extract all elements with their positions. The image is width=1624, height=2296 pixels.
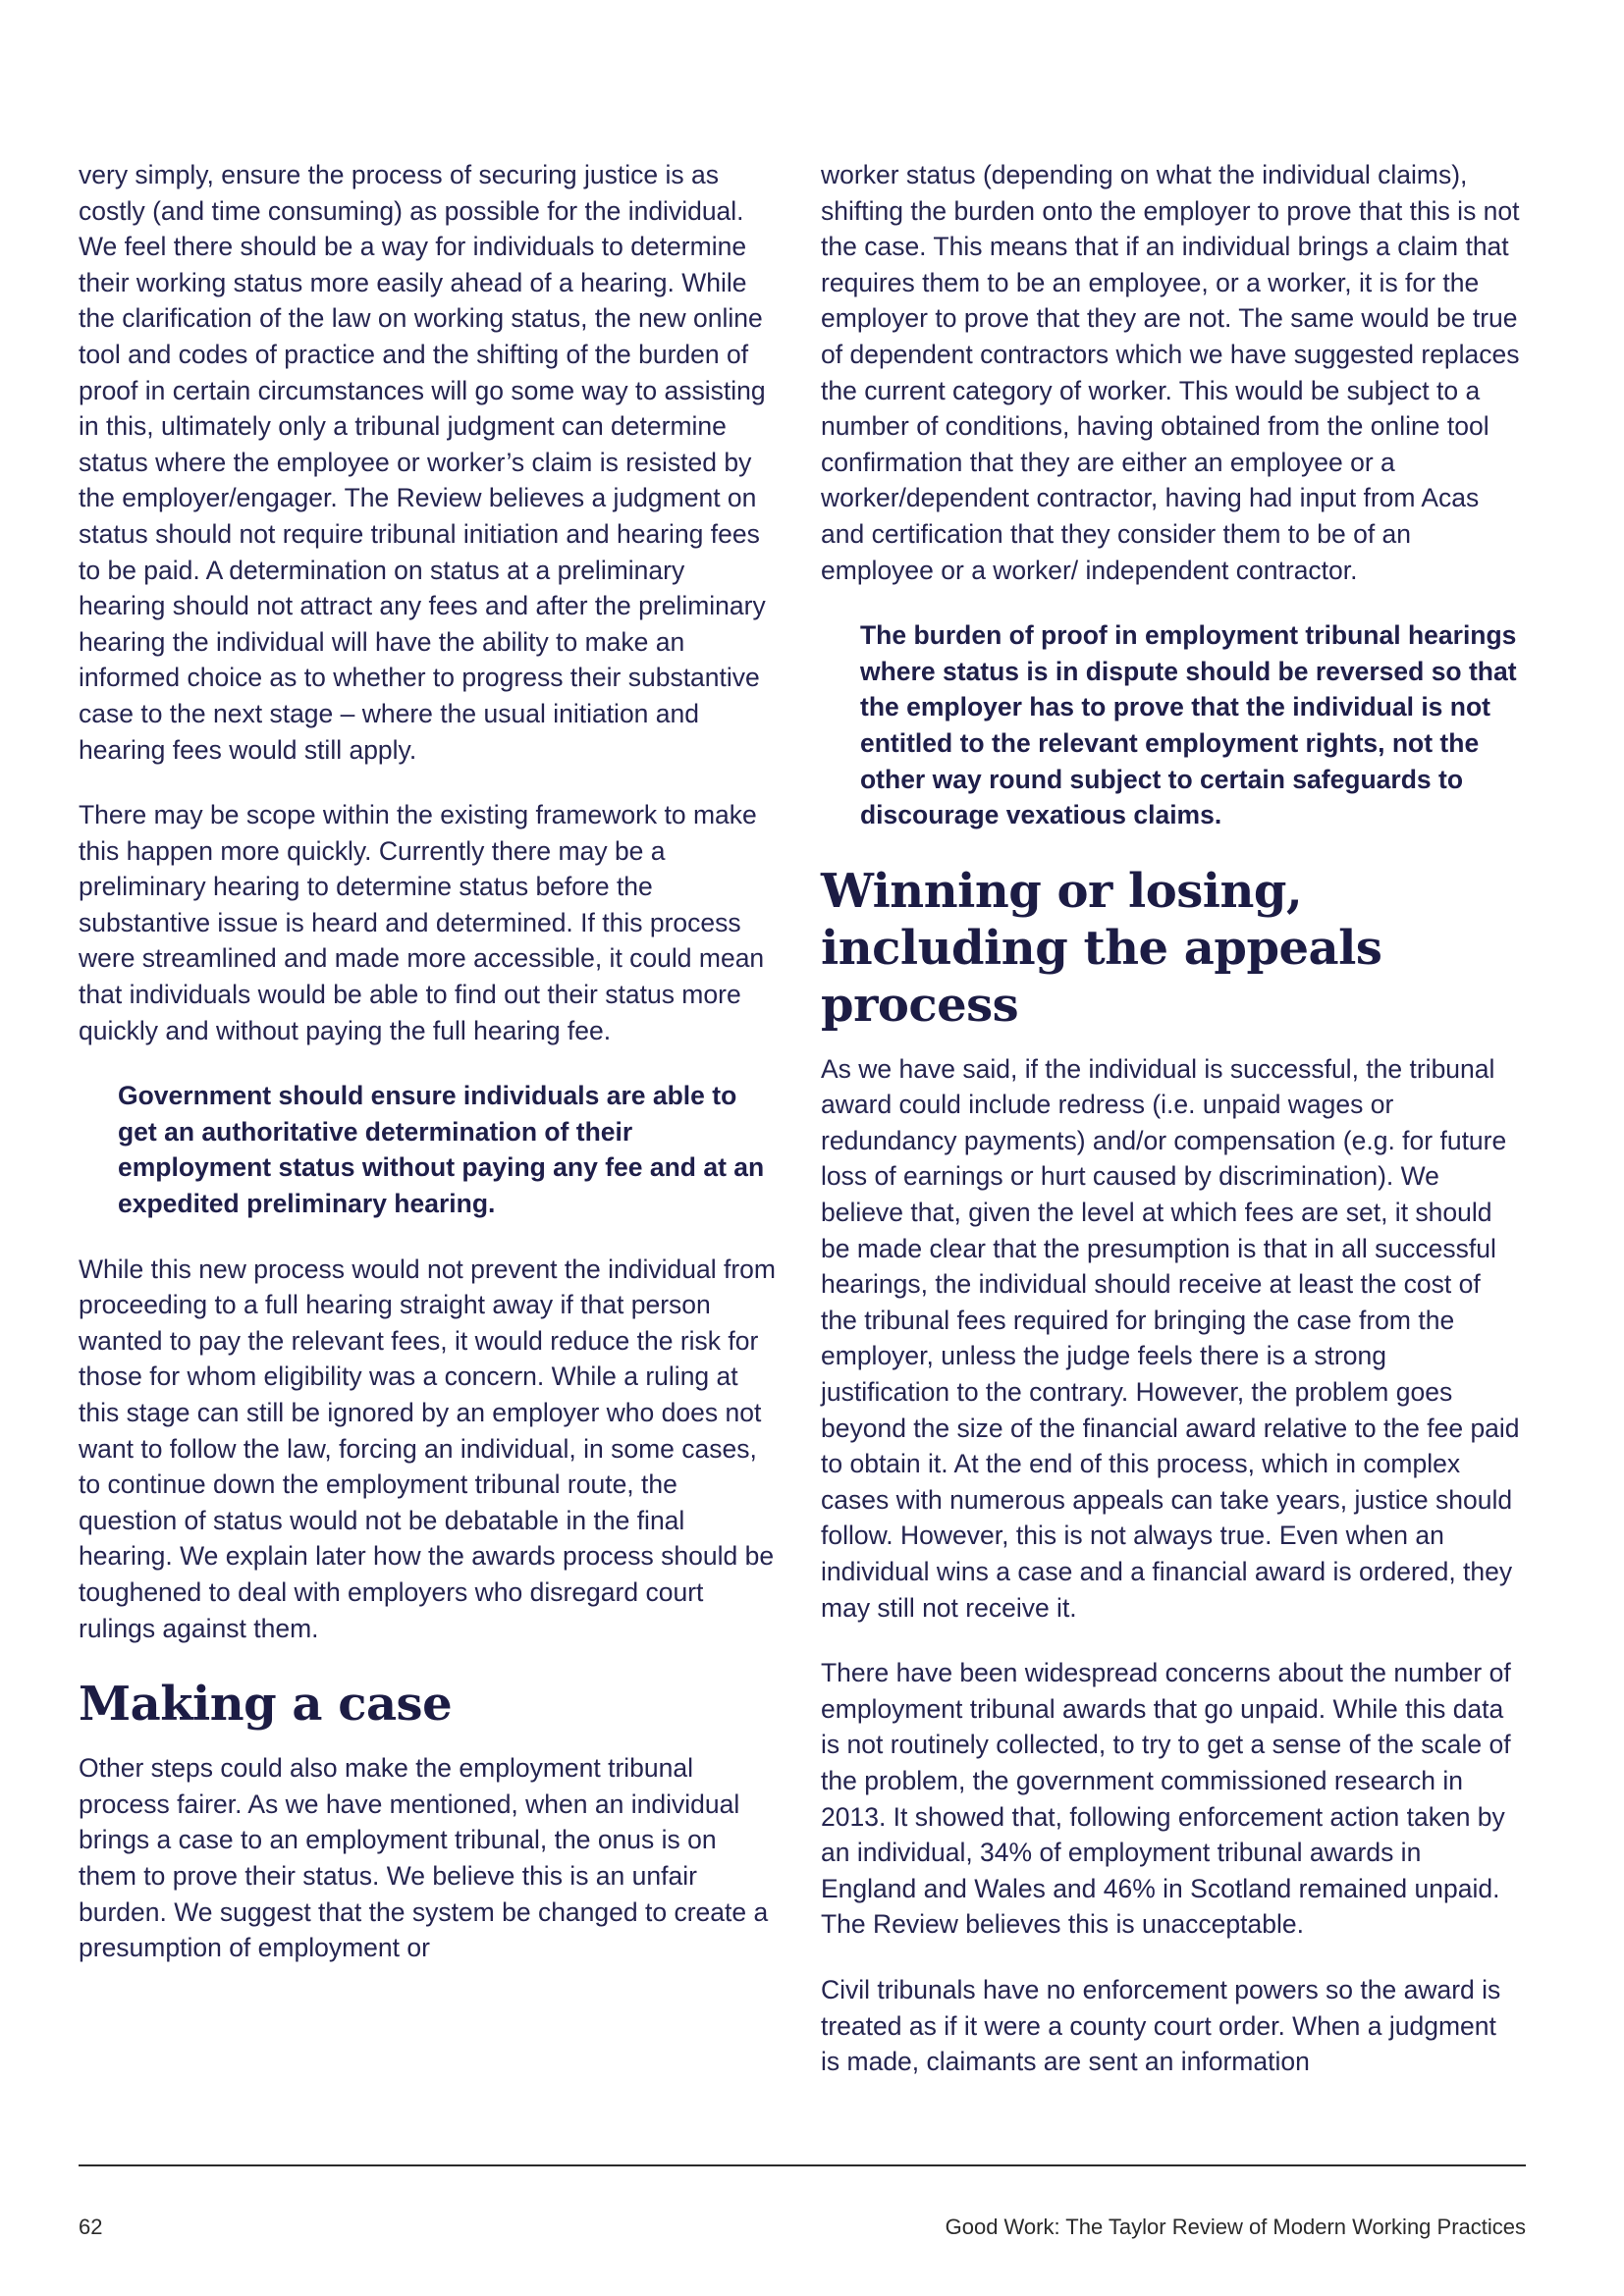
right-paragraph-2: As we have said, if the individual is successful, the tribunal award could include redress (i.e. unpaid wages or redundancy payments) and/or compensation (e.g. for future loss of earnings or hurt caused by discrimination). We believe that, given the level at which fees are set, it should be made clear that the presumption is that in all successful hearings, the individual should receive at least the cost of the tribunal fees required for bringing the case from the employer, unless the judge feels there is a strong justification to the contrary. However, the problem goes beyond the size of the financial award relative to the fee paid to obtain it. At the end of this process, which in complex cases with numerous appeals can take years, justice should follow. However, this is not always true. Even when an individual wins a case and a financial award is ordered, they may still not receive it. bbox=[821, 1053, 1520, 1623]
page-number: 62 bbox=[79, 2215, 103, 2239]
left-recommendation-callout: Government should ensure individuals are able to get an authoritative determination of their employment status without paying any fee and at an expedited preliminary hearing. bbox=[118, 1081, 765, 1219]
document-title: Good Work: The Taylor Review of Modern Working Practices bbox=[945, 2215, 1526, 2239]
right-paragraph-1: worker status (depending on what the individual claims), shifting the burden onto the employer to prove that this is not the case. This means that if an individual brings a claim that requires them to be an employee, or a worker, it is for the employer to prove that they are not. The same would be true of dependent contractors which we have suggested replaces the current category of worker. This would be subject to a number of conditions, having obtained from the online tool confirmation that they are either an employee or a worker/dependent contractor, having had input from Acas and certification that they consider them to be of an employee or a worker/ independent contractor. bbox=[821, 160, 1520, 585]
footer-divider bbox=[79, 2164, 1526, 2166]
left-column bbox=[79, 157, 778, 1996]
left-paragraph-1: very simply, ensure the process of securing justice is as costly (and time consuming) as possible for the individual. We feel there should be a way for individuals to determine their working status more easily ahead of a hearing. While the clarification of the law on working status, the new online tool and codes of practice and the shifting of the burden of proof in certain circumstances will go some way to assisting in this, ultimately only a tribunal judgment can determine status where the employee or worker’s claim is resisted by the employer/engager. The Review believes a judgment on status should not require tribunal initiation and hearing fees to be paid. A determination on status at a preliminary hearing should not attract any fees and after the preliminary hearing the individual will have the ability to make an informed choice as to whether to progress their substantive case to the next stage – where the usual initiation and hearing fees would still apply. bbox=[79, 160, 766, 765]
right-paragraph-3: There have been widespread concerns about the number of employment tribunal awards that go unpaid. While this data is not routinely collected, to try to get a sense of the scale of the problem, the government commissioned research in 2013. It showed that, following enforcement action taken by an individual, 34% of employment tribunal awards in England and Wales and 46% in Scotland remained unpaid. The Review believes this is unacceptable. bbox=[821, 1658, 1511, 1940]
right-column bbox=[821, 157, 1520, 2109]
right-recommendation-callout: The burden of proof in employment tribunal hearings where status is in dispute should be reversed so that the employer has to prove that the individual is not entitled to the relevant employment rights, not the other way round subject to certain safeguards to discourage vexatious claims. bbox=[860, 620, 1517, 830]
left-paragraph-4: Other steps could also make the employment tribunal process fairer. As we have mentioned, when an individual brings a case to an employment tribunal, the onus is on them to prove their status. We believe this is an unfair burden. We suggest that the system be changed to create a presumption of employment or bbox=[79, 1753, 769, 1963]
right-paragraph-4: Civil tribunals have no enforcement powers so the award is treated as if it were a county court order. When a judgment is made, claimants are sent an information bbox=[821, 1974, 1501, 2077]
section-heading-making-a-case: Making a case bbox=[79, 1677, 453, 1733]
section-heading-winning-or-losing: Winning or losing, including the appeals process bbox=[821, 863, 1382, 1033]
left-paragraph-2: There may be scope within the existing framework to make this happen more quickly. Currently there may be a preliminary hearing to determine status before the substantive issue is heard and determined. If this process were streamlined and made more accessible, it could mean that individuals would be able to find out their status more quickly and without paying the full hearing fee. bbox=[79, 800, 765, 1045]
left-paragraph-3: While this new process would not prevent the individual from proceeding to a full hearing straight away if that person wanted to pay the relevant fees, it would reduce the risk for those for whom eligibility was a concern. While a ruling at this stage can still be ignored by an employer who does not want to follow the law, forcing an individual, in some cases, to continue down the employment tribunal route, the question of status would not be debatable in the final hearing. We explain later how the awards process should be toughened to deal with employers who disregard court rulings against them. bbox=[79, 1254, 776, 1643]
